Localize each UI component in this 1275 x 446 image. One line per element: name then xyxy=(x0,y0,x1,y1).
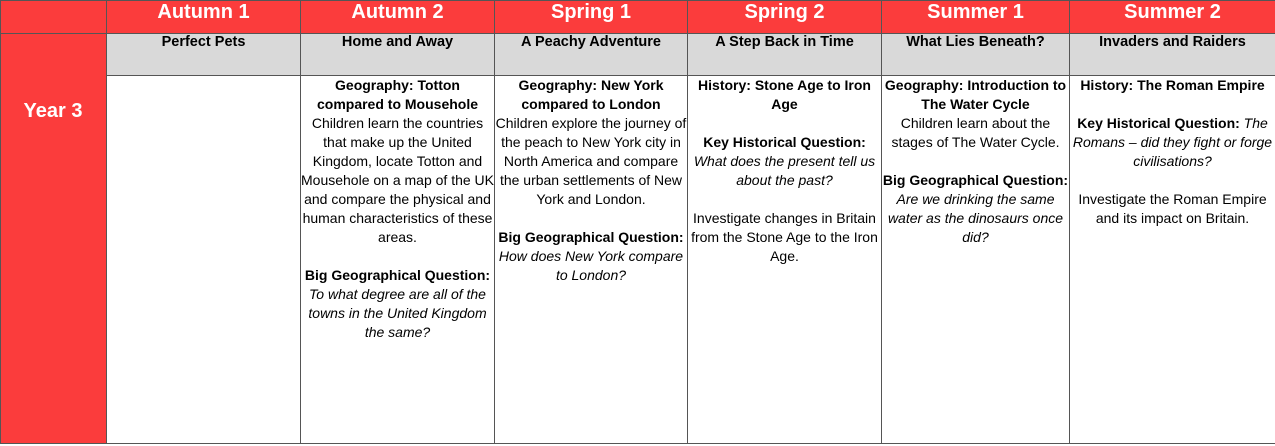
question-text: To what degree are all of the towns in the United Kingdom the same? xyxy=(308,286,487,340)
cell-heading: History: The Roman Empire xyxy=(1080,77,1265,93)
term-header: Summer 1 xyxy=(882,1,1070,34)
term-header: Spring 1 xyxy=(495,1,688,34)
summer1-cell xyxy=(882,76,1070,444)
question-text: The Romans – did they fight or forge civilisations? xyxy=(1072,115,1273,169)
question-text: How does New York compare to London? xyxy=(498,248,684,283)
question-label: Big Geographical Question: xyxy=(498,229,684,245)
spring2-cell xyxy=(688,76,882,444)
cell-heading: Geography: Introduction to The Water Cycle xyxy=(884,77,1067,112)
topic-title: Invaders and Raiders xyxy=(1070,34,1275,76)
topic-title: A Step Back in Time xyxy=(688,34,882,76)
term-header: Spring 2 xyxy=(688,1,882,34)
cell-text: Investigate the Roman Empire and its impact on Britain. xyxy=(1078,191,1267,226)
autumn2-cell xyxy=(301,76,495,444)
corner-cell xyxy=(1,1,107,34)
cell-text: Children explore the journey of the peach to New York city in North America and compare the urban settlements of New York and London. xyxy=(495,115,687,207)
topic-row xyxy=(1,34,1275,76)
cell-text: Children learn the countries that make up the United Kingdom, locate Totton and Mousehole on a map of the UK and compare the physical and human characteristics of these areas. xyxy=(301,115,495,245)
term-header: Autumn 1 xyxy=(107,1,301,34)
question-text: Are we drinking the same water as the dinosaurs once did? xyxy=(887,191,1064,245)
topic-title: Perfect Pets xyxy=(107,34,301,76)
question-label: Key Historical Question: xyxy=(703,134,866,150)
year-cell-top xyxy=(1,34,107,76)
cell-text: Children learn about the stages of The Water Cycle. xyxy=(891,115,1060,150)
term-header: Autumn 2 xyxy=(301,1,495,34)
cell-heading: Geography: New York compared to London xyxy=(518,77,664,112)
summer2-cell xyxy=(1070,76,1275,444)
cell-heading: Geography: Totton compared to Mousehole xyxy=(316,77,479,112)
question-label: Big Geographical Question: xyxy=(882,172,1069,188)
year-label: Year 3 xyxy=(23,100,83,122)
topic-title: What Lies Beneath? xyxy=(882,34,1070,76)
term-header-row xyxy=(1,1,1275,34)
cell-heading: History: Stone Age to Iron Age xyxy=(698,77,871,112)
question-label: Big Geographical Question: xyxy=(304,267,491,283)
topic-title: A Peachy Adventure xyxy=(495,34,688,76)
year-cell xyxy=(1,76,107,444)
year-3-row xyxy=(1,76,1275,444)
topic-title: Home and Away xyxy=(301,34,495,76)
question-block xyxy=(1070,114,1275,171)
autumn1-cell xyxy=(107,76,301,444)
term-header: Summer 2 xyxy=(1070,1,1275,34)
cell-text: Investigate changes in Britain from the Stone Age to the Iron Age. xyxy=(691,210,878,264)
question-label: Key Historical Question: xyxy=(1077,115,1240,131)
spring1-cell xyxy=(495,76,688,444)
question-text: What does the present tell us about the past? xyxy=(693,153,876,188)
